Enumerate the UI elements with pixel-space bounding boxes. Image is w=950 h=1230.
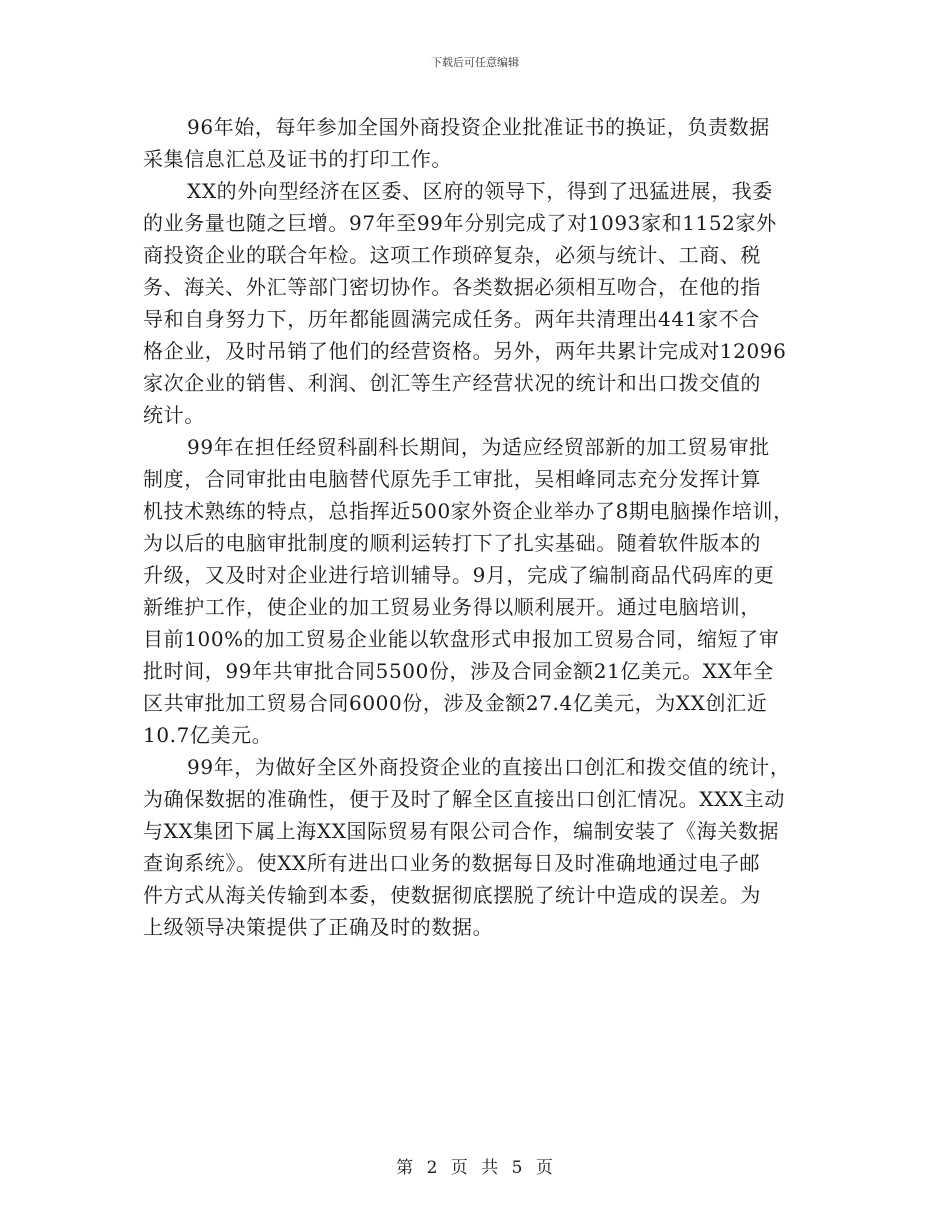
text-line: 家次企业的销售、利润、创汇等生产经营状况的统计和出口拨交值的	[143, 371, 761, 395]
text-line: 与XX集团下属上海XX国际贸易有限公司合作，编制安装了《海关数据	[143, 819, 780, 843]
text-line: 务、海关、外汇等部门密切协作。各类数据必须相互吻合，在他的指	[143, 275, 761, 299]
text-line: 目前100%的加工贸易企业能以软盘形式申报加工贸易合同，缩短了审	[143, 627, 780, 651]
text-line: 采集信息汇总及证书的打印工作。	[143, 147, 452, 171]
text-line: 件方式从海关传输到本委，使数据彻底摆脱了统计中造成的误差。为	[143, 883, 761, 907]
document-body	[143, 111, 823, 943]
text-line: 机技术熟练的特点，总指挥近500家外资企业举办了8期电脑操作培训，	[143, 499, 794, 523]
text-line: 区共审批加工贸易合同6000份，涉及金额27.4亿美元，为XX创汇近	[143, 691, 768, 715]
page-header: 下载后可任意编辑	[431, 56, 519, 69]
text-line: 统计。	[143, 403, 205, 427]
text-line: XX的外向型经济在区委、区府的领导下，得到了迅猛进展，我委	[187, 179, 773, 203]
text-line: 升级，又及时对企业进行培训辅导。9月，完成了编制商品代码库的更	[143, 563, 775, 587]
text-line: 上级领导决策提供了正确及时的数据。	[143, 915, 494, 939]
text-line: 的业务量也随之巨增。97年至99年分别完成了对1093家和1152家外	[143, 211, 777, 235]
text-line: 查询系统》。使XX所有进出口业务的数据每日及时准确地通过电子邮	[143, 851, 761, 875]
text-line: 制度，合同审批由电脑替代原先手工审批，吴相峰同志充分发挥计算	[143, 467, 761, 491]
paragraph	[143, 431, 823, 751]
paragraph	[143, 175, 823, 431]
page-number-footer: 第 2 页 共 5 页	[396, 1158, 554, 1178]
text-line: 新维护工作，使企业的加工贸易业务得以顺利展开。通过电脑培训，	[143, 595, 761, 619]
text-line: 商投资企业的联合年检。这项工作琐碎复杂，必须与统计、工商、税	[143, 243, 761, 267]
text-line: 批时间，99年共审批合同5500份，涉及合同金额21亿美元。XX年全	[143, 659, 774, 683]
text-line: 99年，为做好全区外商投资企业的直接出口创汇和拨交值的统计，	[187, 755, 791, 779]
text-line: 导和自身努力下，历年都能圆满完成任务。两年共清理出441家不合	[143, 307, 760, 331]
text-line: 96年始，每年参加全国外商投资企业批准证书的换证，负责数据	[187, 115, 770, 139]
text-line: 为以后的电脑审批制度的顺利运转打下了扎实基础。随着软件版本的	[143, 531, 761, 555]
text-line: 为确保数据的准确性，便于及时了解全区直接出口创汇情况。XXX主动	[143, 787, 785, 811]
text-line: 格企业，及时吊销了他们的经营资格。另外，两年共累计完成对12096	[143, 339, 787, 363]
paragraph	[143, 751, 823, 943]
text-line: 99年在担任经贸科副科长期间，为适应经贸部新的加工贸易审批	[187, 435, 770, 459]
text-line: 10.7亿美元。	[143, 723, 273, 747]
paragraph	[143, 111, 823, 175]
